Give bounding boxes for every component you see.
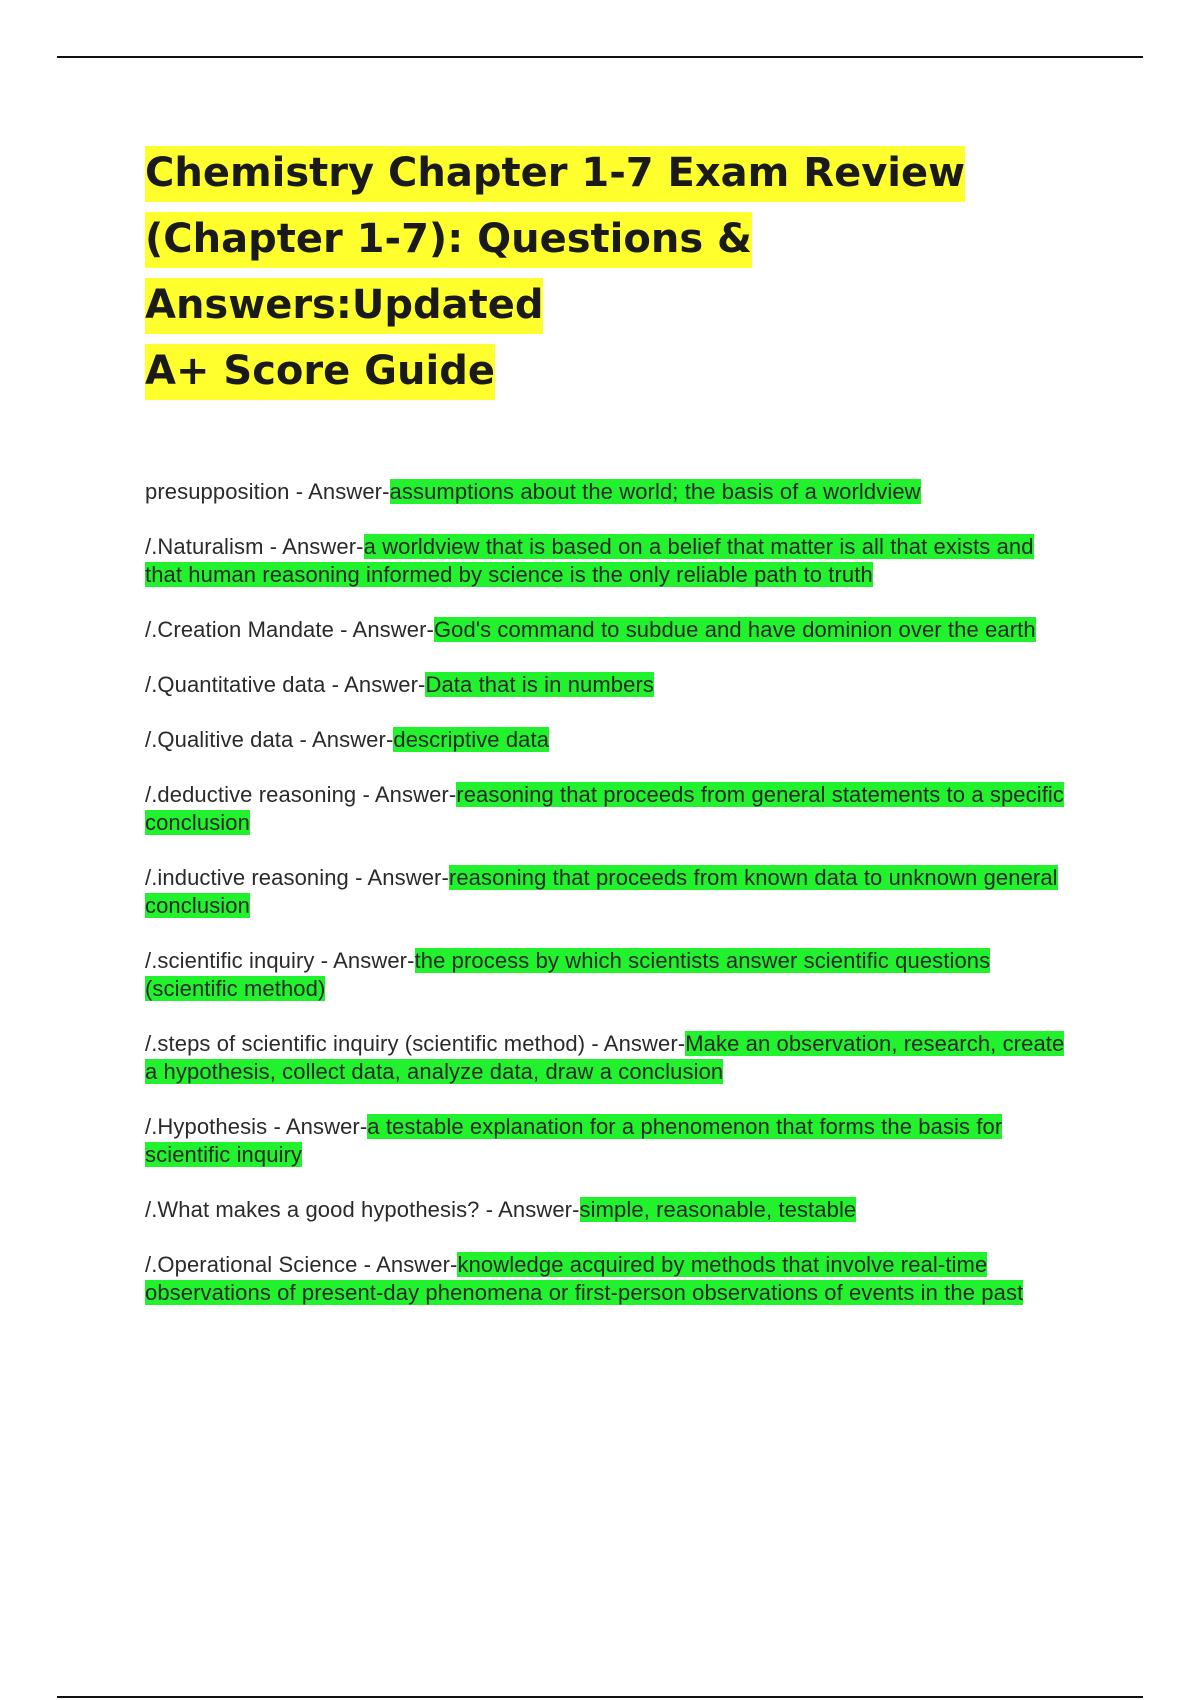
qa-item xyxy=(145,947,1075,1003)
document-title xyxy=(145,140,1105,404)
qa-item xyxy=(145,616,1075,644)
qa-item xyxy=(145,1113,1075,1169)
qa-item xyxy=(145,671,1075,699)
qa-term: /.steps of scientific inquiry (scientific method) - Answer- xyxy=(145,1031,686,1056)
qa-item xyxy=(145,864,1075,920)
qa-term: /.scientific inquiry - Answer- xyxy=(145,948,415,973)
qa-item xyxy=(145,781,1075,837)
qa-item xyxy=(145,533,1075,589)
qa-term: /.Operational Science - Answer- xyxy=(145,1252,458,1277)
footer-rule xyxy=(57,1696,1143,1698)
qa-term: presupposition - Answer- xyxy=(145,479,390,504)
qa-term: /.What makes a good hypothesis? - Answer- xyxy=(145,1197,580,1222)
qa-answer: Data that is in numbers xyxy=(425,672,655,697)
qa-answer: reasoning that proceeds from general statements to a specific conclusion xyxy=(145,782,1065,835)
qa-answer: the process by which scientists answer scientific questions (scientific method) xyxy=(145,948,991,1001)
title-line-3: A+ Score Guide xyxy=(145,344,495,400)
qa-answer: a worldview that is based on a belief that matter is all that exists and that human reasoning informed by science is the only reliable path to truth xyxy=(145,534,1034,587)
qa-term: /.Qualitive data - Answer- xyxy=(145,727,394,752)
qa-term: /.Quantitative data - Answer- xyxy=(145,672,426,697)
qa-item xyxy=(145,478,1075,506)
qa-answer: assumptions about the world; the basis of a worldview xyxy=(389,479,921,504)
qa-answer: knowledge acquired by methods that involve real-time observations of present-day phenomena or first-person observations of events in the past xyxy=(145,1252,1024,1305)
qa-answer: God's command to subdue and have dominion over the earth xyxy=(433,617,1036,642)
qa-item xyxy=(145,1196,1075,1224)
qa-term: /.Naturalism - Answer- xyxy=(145,534,364,559)
qa-answer: reasoning that proceeds from known data to unknown general conclusion xyxy=(145,865,1058,918)
qa-term: /.inductive reasoning - Answer- xyxy=(145,865,449,890)
qa-answer: a testable explanation for a phenomenon that forms the basis for scientific inquiry xyxy=(145,1114,1003,1167)
qa-list xyxy=(145,478,1075,1334)
qa-answer: simple, reasonable, testable xyxy=(579,1197,857,1222)
title-line-1: Chemistry Chapter 1-7 Exam Review xyxy=(145,146,965,202)
qa-answer: descriptive data xyxy=(393,727,550,752)
qa-term: /.deductive reasoning - Answer- xyxy=(145,782,457,807)
title-line-2: (Chapter 1-7): Questions & Answers:Updated xyxy=(145,212,752,334)
qa-answer: Make an observation, research, create a hypothesis, collect data, analyze data, draw a conclusion xyxy=(145,1031,1065,1084)
qa-term: /.Hypothesis - Answer- xyxy=(145,1114,368,1139)
header-rule xyxy=(57,56,1143,58)
qa-term: /.Creation Mandate - Answer- xyxy=(145,617,434,642)
qa-item xyxy=(145,726,1075,754)
qa-item xyxy=(145,1030,1075,1086)
qa-item xyxy=(145,1251,1075,1307)
